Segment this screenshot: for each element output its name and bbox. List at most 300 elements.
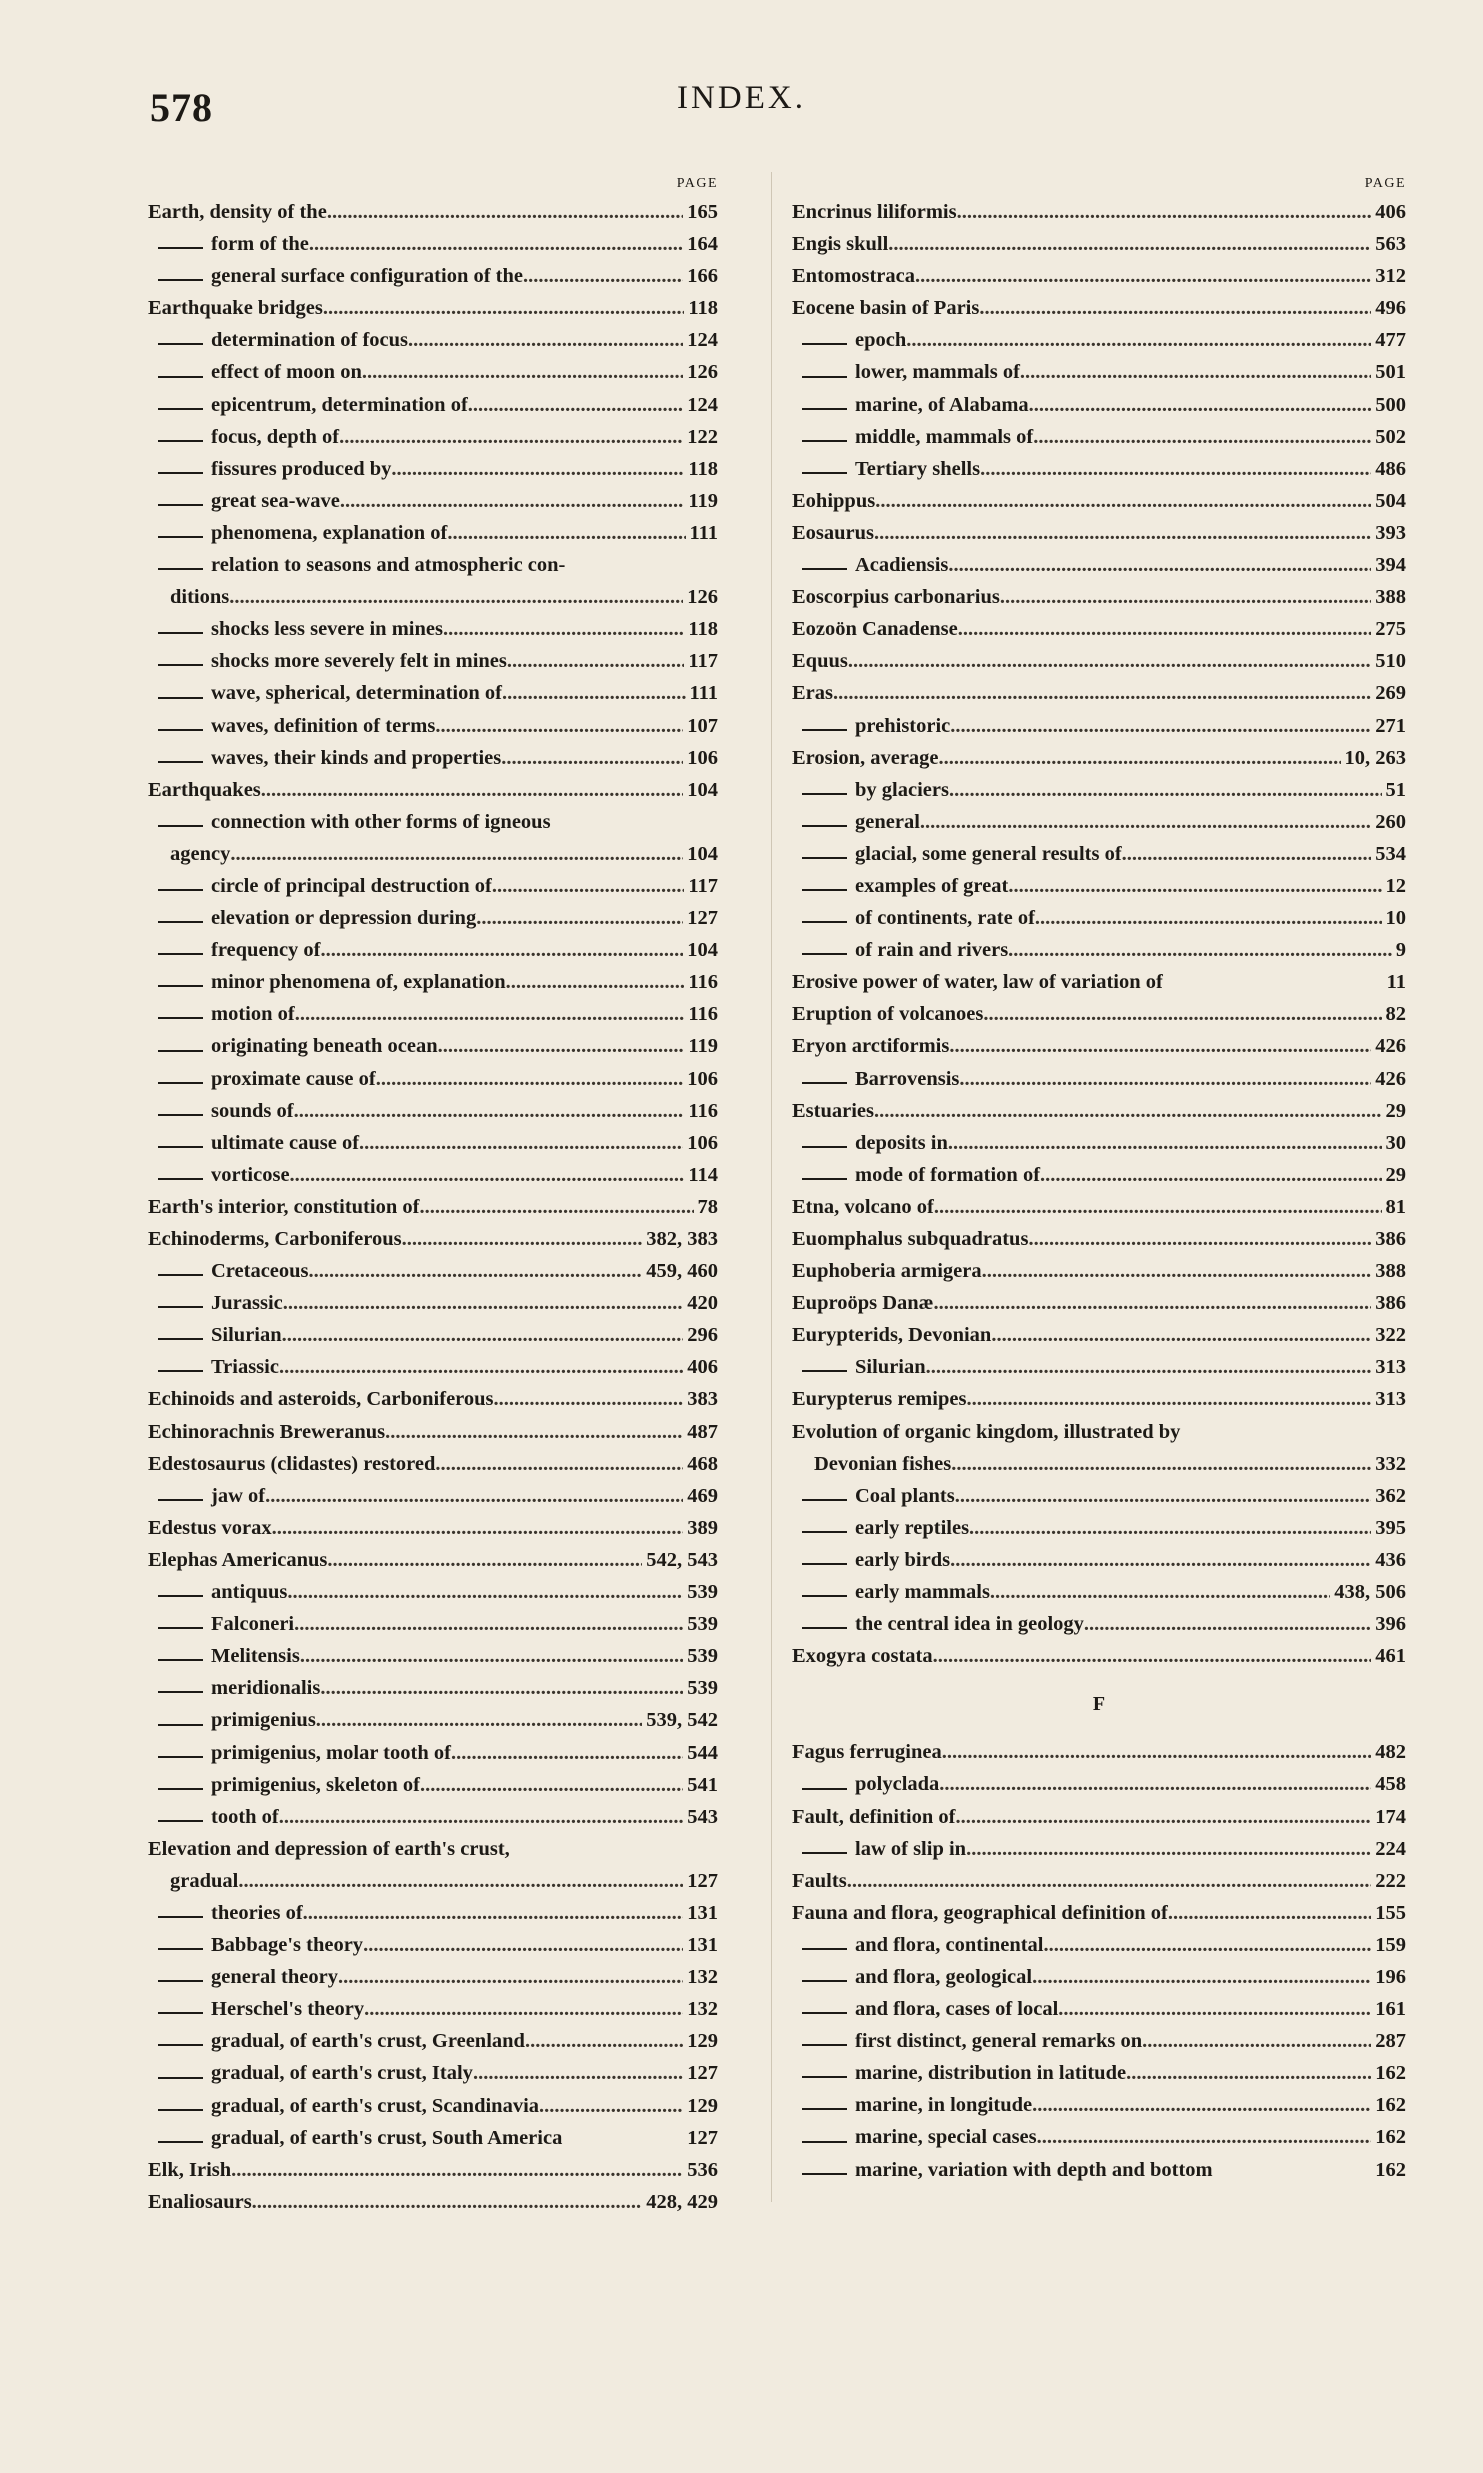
index-subentry — [148, 389, 718, 421]
page-reference: 118 — [688, 618, 718, 641]
repeat-dash — [158, 889, 203, 891]
index-entry-list — [792, 196, 1406, 2186]
index-entry — [792, 1255, 1406, 1287]
index-term: elevation or depression during — [211, 907, 477, 930]
index-term: lower, mammals of — [855, 361, 1020, 384]
repeat-dash — [158, 761, 203, 763]
index-subentry — [148, 324, 718, 356]
index-term: Eurypterus remipes — [792, 1388, 967, 1411]
index-subentry — [148, 1961, 718, 1993]
index-term: gradual, of earth's crust, South America — [211, 2126, 563, 2149]
page-reference: 155 — [1375, 1901, 1406, 1924]
index-subentry — [148, 2057, 718, 2089]
dot-leader — [874, 517, 1371, 549]
index-entry — [792, 1383, 1406, 1415]
index-term: Eosaurus — [792, 521, 875, 544]
dot-leader — [982, 1255, 1372, 1287]
index-term: Eras — [792, 682, 833, 705]
repeat-dash — [802, 440, 847, 442]
page-reference: 312 — [1375, 265, 1406, 288]
dot-leader — [1122, 838, 1372, 870]
index-subentry — [792, 1993, 1406, 2025]
page-reference: 114 — [688, 1163, 718, 1186]
index-entry — [148, 774, 718, 806]
index-subentry — [148, 1993, 718, 2025]
index-subentry — [792, 774, 1406, 806]
page-reference: 224 — [1375, 1837, 1406, 1860]
index-term: Exogyra costata — [792, 1645, 933, 1668]
index-entry — [792, 998, 1406, 1030]
index-term: by glaciers — [855, 778, 949, 801]
page-reference: 126 — [687, 586, 718, 609]
dot-leader — [874, 1095, 1382, 1127]
repeat-dash — [158, 729, 203, 731]
index-term: general surface configuration of the — [211, 265, 523, 288]
index-entry — [792, 645, 1406, 677]
page-reference: 127 — [687, 2062, 718, 2085]
page-reference: 496 — [1375, 297, 1406, 320]
index-entry — [792, 1095, 1406, 1127]
repeat-dash — [802, 729, 847, 731]
repeat-dash — [158, 1274, 203, 1276]
page-reference: 500 — [1375, 393, 1406, 416]
index-subentry — [148, 710, 718, 742]
page-reference: 501 — [1375, 361, 1406, 384]
repeat-dash — [802, 2076, 847, 2078]
page-reference: 539 — [687, 1581, 718, 1604]
index-term: Evolution of organic kingdom, illustrated by — [792, 1420, 1181, 1443]
index-term: Etna, volcano of — [792, 1195, 934, 1218]
page-reference: 9 — [1395, 939, 1406, 962]
index-subentry — [148, 1030, 718, 1062]
index-term: Herschel's theory — [211, 1998, 365, 2021]
index-term: gradual, of earth's crust, Italy — [211, 2062, 473, 2085]
index-subentry — [148, 998, 718, 1030]
page-reference: 269 — [1375, 682, 1406, 705]
index-subentry — [148, 1095, 718, 1127]
dot-leader — [948, 1127, 1382, 1159]
index-term: Eocene basin of Paris — [792, 297, 980, 320]
index-term: originating beneath ocean — [211, 1035, 438, 1058]
page-reference: 118 — [688, 457, 718, 480]
page-reference: 388 — [1375, 586, 1406, 609]
dot-leader — [502, 677, 686, 709]
page-reference: 541 — [687, 1773, 718, 1796]
dot-leader — [939, 1768, 1371, 1800]
index-subentry — [792, 838, 1406, 870]
index-term: Eozoön Canadense — [792, 618, 958, 641]
index-entry — [792, 485, 1406, 517]
index-term: examples of great — [855, 874, 1009, 897]
page-reference: 322 — [1375, 1324, 1406, 1347]
index-entry — [148, 1512, 718, 1544]
repeat-dash — [802, 1531, 847, 1533]
index-subentry — [792, 2121, 1406, 2153]
dot-leader — [525, 2025, 683, 2057]
dot-leader — [1037, 2121, 1372, 2153]
index-term: sounds of — [211, 1099, 294, 1122]
page-reference: 396 — [1375, 1613, 1406, 1636]
dot-leader — [1084, 1608, 1371, 1640]
dot-leader — [231, 2154, 683, 2186]
index-entry — [792, 1319, 1406, 1351]
dot-leader — [494, 1383, 684, 1415]
index-subentry — [148, 645, 718, 677]
index-subentry — [792, 2154, 1406, 2186]
index-subentry — [792, 1159, 1406, 1191]
index-entry — [792, 1030, 1406, 1062]
dot-leader — [539, 2090, 683, 2122]
dot-leader — [492, 870, 684, 902]
index-subentry — [148, 421, 718, 453]
index-term: Tertiary shells — [855, 457, 981, 480]
index-term: proximate cause of — [211, 1067, 376, 1090]
page-reference: 129 — [687, 2030, 718, 2053]
dot-leader — [990, 1576, 1330, 1608]
page-reference: 389 — [687, 1516, 718, 1539]
page-reference: 406 — [687, 1356, 718, 1379]
dot-leader — [847, 1865, 1372, 1897]
page-reference: 162 — [1375, 2094, 1406, 2117]
dot-leader — [265, 1480, 683, 1512]
index-entry — [792, 1223, 1406, 1255]
dot-leader — [966, 1383, 1371, 1415]
page-reference: 271 — [1375, 714, 1406, 737]
index-term: focus, depth of — [211, 425, 340, 448]
index-entry — [148, 1833, 718, 1865]
dot-leader — [402, 1223, 643, 1255]
page-reference: 486 — [1375, 457, 1406, 480]
index-term: Devonian fishes — [814, 1452, 952, 1475]
index-term: Eruption of volcanoes — [792, 1003, 984, 1026]
page-reference: 174 — [1375, 1805, 1406, 1828]
index-subentry — [792, 870, 1406, 902]
index-subentry — [792, 1063, 1406, 1095]
dot-leader — [473, 2057, 683, 2089]
index-subentry — [148, 902, 718, 934]
page-reference: 117 — [688, 650, 718, 673]
index-entry — [792, 517, 1406, 549]
page-reference: 395 — [1375, 1516, 1406, 1539]
dot-leader — [229, 581, 683, 613]
page-reference: 30 — [1385, 1131, 1406, 1154]
dot-leader — [906, 324, 1371, 356]
dot-leader — [287, 1576, 683, 1608]
dot-leader — [272, 1512, 684, 1544]
index-term: Fauna and flora, geographical definition of — [792, 1901, 1168, 1924]
index-term: mode of formation of — [855, 1163, 1041, 1186]
index-term: meridionalis — [211, 1677, 321, 1700]
index-subentry — [148, 485, 718, 517]
dot-leader — [261, 774, 683, 806]
dot-leader — [1044, 1929, 1372, 1961]
dot-leader — [359, 1127, 683, 1159]
index-entry — [148, 1544, 718, 1576]
index-subentry — [148, 1351, 718, 1383]
page-reference: 78 — [697, 1195, 718, 1218]
dot-leader — [933, 1287, 1371, 1319]
dot-leader — [327, 196, 683, 228]
dot-leader — [983, 998, 1381, 1030]
index-term: Eryon arctiformis — [792, 1035, 950, 1058]
page-reference: 132 — [687, 1998, 718, 2021]
index-subentry — [148, 1159, 718, 1191]
index-term: glacial, some general results of — [855, 842, 1122, 865]
page-reference: 104 — [687, 939, 718, 962]
index-term: Edestosaurus (clidastes) restored — [148, 1452, 436, 1475]
index-subentry — [148, 517, 718, 549]
repeat-dash — [158, 1114, 203, 1116]
column-divider — [771, 172, 772, 2202]
dot-leader — [888, 228, 1371, 260]
repeat-dash — [158, 536, 203, 538]
index-entry — [148, 1223, 718, 1255]
dot-leader — [339, 421, 683, 453]
index-entry — [792, 613, 1406, 645]
dot-leader — [327, 1544, 642, 1576]
repeat-dash — [802, 343, 847, 345]
page-reference: 159 — [1375, 1933, 1406, 1956]
repeat-dash — [158, 825, 203, 827]
index-subentry — [148, 1897, 718, 1929]
index-term: Euproöps Danæ — [792, 1292, 934, 1315]
repeat-dash — [802, 1948, 847, 1950]
index-subentry — [148, 260, 718, 292]
index-subentry — [792, 453, 1406, 485]
index-subentry — [148, 1127, 718, 1159]
index-term: form of the — [211, 233, 309, 256]
index-term: relation to seasons and atmospheric con- — [211, 554, 566, 577]
dot-leader — [340, 485, 685, 517]
dot-leader — [1029, 389, 1372, 421]
index-entry-list — [148, 196, 718, 2218]
index-entry — [792, 1448, 1406, 1480]
repeat-dash — [158, 568, 203, 570]
dot-leader — [1058, 1993, 1371, 2025]
page-reference: 394 — [1375, 554, 1406, 577]
index-term: early mammals — [855, 1581, 990, 1604]
repeat-dash — [802, 1563, 847, 1565]
page-reference: 106 — [687, 746, 718, 769]
index-term: epicentrum, determination of — [211, 393, 468, 416]
page-reference: 10 — [1385, 907, 1406, 930]
repeat-dash — [802, 1980, 847, 1982]
dot-leader — [991, 1319, 1371, 1351]
index-term: prehistoric — [855, 714, 951, 737]
repeat-dash — [802, 2141, 847, 2143]
index-term: wave, spherical, determination of — [211, 682, 502, 705]
index-term: Earth, density of the — [148, 201, 327, 223]
index-term: Silurian — [855, 1356, 926, 1379]
index-subentry — [148, 1287, 718, 1319]
index-subentry — [792, 1480, 1406, 1512]
repeat-dash — [802, 1852, 847, 1854]
index-term: Elk, Irish — [148, 2158, 232, 2181]
index-term: minor phenomena of, explanation — [211, 971, 506, 994]
section-letter-heading: F — [1092, 1693, 1106, 1716]
repeat-dash — [158, 1788, 203, 1790]
page-reference: 388 — [1375, 1260, 1406, 1283]
index-term: marine, of Alabama — [855, 393, 1029, 416]
dot-leader — [969, 1512, 1371, 1544]
page-reference: 332 — [1375, 1452, 1406, 1475]
index-entry — [792, 292, 1406, 324]
dot-leader — [934, 1191, 1382, 1223]
repeat-dash — [158, 343, 203, 345]
index-term: general — [855, 810, 920, 833]
index-term: Jurassic — [211, 1292, 283, 1315]
page-reference: 543 — [687, 1805, 718, 1828]
index-term: marine, in longitude — [855, 2094, 1033, 2117]
index-term: Elevation and depression of earth's crust, — [148, 1837, 510, 1860]
repeat-dash — [802, 889, 847, 891]
dot-leader — [955, 1480, 1372, 1512]
index-term: jaw of — [211, 1484, 266, 1507]
index-term: Euomphalus subquadratus — [792, 1228, 1029, 1250]
index-subentry — [148, 966, 718, 998]
index-term: early reptiles — [855, 1516, 970, 1539]
index-term: great sea-wave — [211, 489, 340, 512]
index-term: agency — [170, 842, 231, 865]
index-entry — [792, 196, 1406, 228]
index-entry — [792, 742, 1406, 774]
dot-leader — [1032, 1961, 1371, 1993]
index-term: Acadiensis — [855, 554, 949, 577]
index-term: circle of principal destruction of — [211, 874, 492, 897]
repeat-dash — [158, 1499, 203, 1501]
index-term: Fault, definition of — [792, 1805, 956, 1828]
dot-leader — [363, 1929, 683, 1961]
dot-leader — [833, 677, 1371, 709]
index-subentry — [148, 453, 718, 485]
index-term: effect of moon on — [211, 361, 362, 384]
page-reference: 29 — [1385, 1163, 1406, 1186]
page-reference: 107 — [687, 714, 718, 737]
index-subentry — [792, 1544, 1406, 1576]
page-reference: 477 — [1375, 329, 1406, 352]
index-term: Falconeri — [211, 1613, 295, 1636]
page-reference: 539 — [687, 1677, 718, 1700]
index-term: polyclada — [855, 1773, 940, 1796]
repeat-dash — [158, 504, 203, 506]
index-term: primigenius, molar tooth of — [211, 1741, 451, 1764]
repeat-dash — [158, 1756, 203, 1758]
index-term: early birds — [855, 1548, 951, 1571]
page-reference: 119 — [688, 1035, 718, 1058]
index-subentry — [792, 934, 1406, 966]
dot-leader — [951, 1448, 1371, 1480]
page-reference: 461 — [1375, 1645, 1406, 1668]
page-reference: 129 — [687, 2094, 718, 2117]
index-term: determination of focus — [211, 329, 409, 352]
repeat-dash — [158, 1370, 203, 1372]
page-reference: 539 — [687, 1645, 718, 1668]
index-term: gradual, of earth's crust, Greenland — [211, 2030, 525, 2053]
index-entry — [148, 1383, 718, 1415]
page-reference: 260 — [1375, 810, 1406, 833]
repeat-dash — [158, 1338, 203, 1340]
dot-leader — [238, 1865, 683, 1897]
index-subentry — [148, 1640, 718, 1672]
index-entry — [792, 1736, 1406, 1768]
index-entry — [792, 1191, 1406, 1223]
index-entry — [792, 260, 1406, 292]
index-term: of continents, rate of — [855, 907, 1035, 930]
page-reference: 106 — [687, 1067, 718, 1090]
repeat-dash — [158, 2109, 203, 2111]
index-term: and flora, cases of local — [855, 1998, 1059, 2021]
dot-leader — [1040, 1159, 1381, 1191]
page-reference: 51 — [1385, 778, 1406, 801]
dot-leader — [979, 292, 1371, 324]
index-subentry — [148, 1737, 718, 1769]
index-term: Enaliosaurs — [148, 2190, 252, 2213]
index-term: Cretaceous — [211, 1260, 309, 1283]
index-entry — [148, 1448, 718, 1480]
dot-leader — [290, 1159, 685, 1191]
page-reference: 563 — [1375, 233, 1406, 256]
dot-leader — [958, 613, 1372, 645]
page-reference: 12 — [1385, 874, 1406, 897]
dot-leader — [283, 1287, 684, 1319]
dot-leader — [435, 710, 683, 742]
index-subentry — [792, 2057, 1406, 2089]
repeat-dash — [158, 1050, 203, 1052]
repeat-dash — [802, 472, 847, 474]
repeat-dash — [158, 1916, 203, 1918]
repeat-dash — [802, 1627, 847, 1629]
index-subentry — [792, 1768, 1406, 1800]
page-reference: 406 — [1375, 201, 1406, 223]
dot-leader — [950, 1544, 1371, 1576]
dot-leader — [468, 389, 683, 421]
repeat-dash — [802, 1178, 847, 1180]
dot-leader — [942, 1736, 1372, 1768]
index-term: connection with other forms of igneous — [211, 810, 551, 833]
page-reference: 536 — [687, 2158, 718, 2181]
index-term: Encrinus liliformis — [792, 201, 957, 223]
dot-leader — [506, 966, 685, 998]
index-subentry — [148, 1672, 718, 1704]
index-term: the central idea in geology — [855, 1613, 1084, 1636]
dot-leader — [303, 1897, 684, 1929]
page-reference: 542, 543 — [646, 1548, 718, 1571]
index-term: Equus — [792, 650, 848, 673]
index-subentry — [148, 1063, 718, 1095]
page-reference: 111 — [689, 682, 718, 705]
repeat-dash — [158, 664, 203, 666]
index-term: law of slip in — [855, 1837, 967, 1860]
index-subentry — [148, 1769, 718, 1801]
repeat-dash — [158, 1820, 203, 1822]
page-reference: 510 — [1375, 650, 1406, 673]
page-reference: 296 — [687, 1324, 718, 1347]
page-reference: 469 — [687, 1484, 718, 1507]
index-term: marine, variation with depth and bottom — [855, 2158, 1213, 2181]
page-reference: 275 — [1375, 618, 1406, 641]
repeat-dash — [802, 1146, 847, 1148]
dot-leader — [309, 228, 683, 260]
index-subentry — [148, 1576, 718, 1608]
index-subentry — [148, 1801, 718, 1833]
dot-leader — [294, 1095, 685, 1127]
page-reference: 164 — [687, 233, 718, 256]
index-term: waves, definition of terms — [211, 714, 436, 737]
index-subentry — [148, 742, 718, 774]
index-term: Earthquake bridges — [148, 297, 323, 320]
dot-leader — [252, 2186, 643, 2218]
index-term: Eohippus — [792, 489, 876, 512]
